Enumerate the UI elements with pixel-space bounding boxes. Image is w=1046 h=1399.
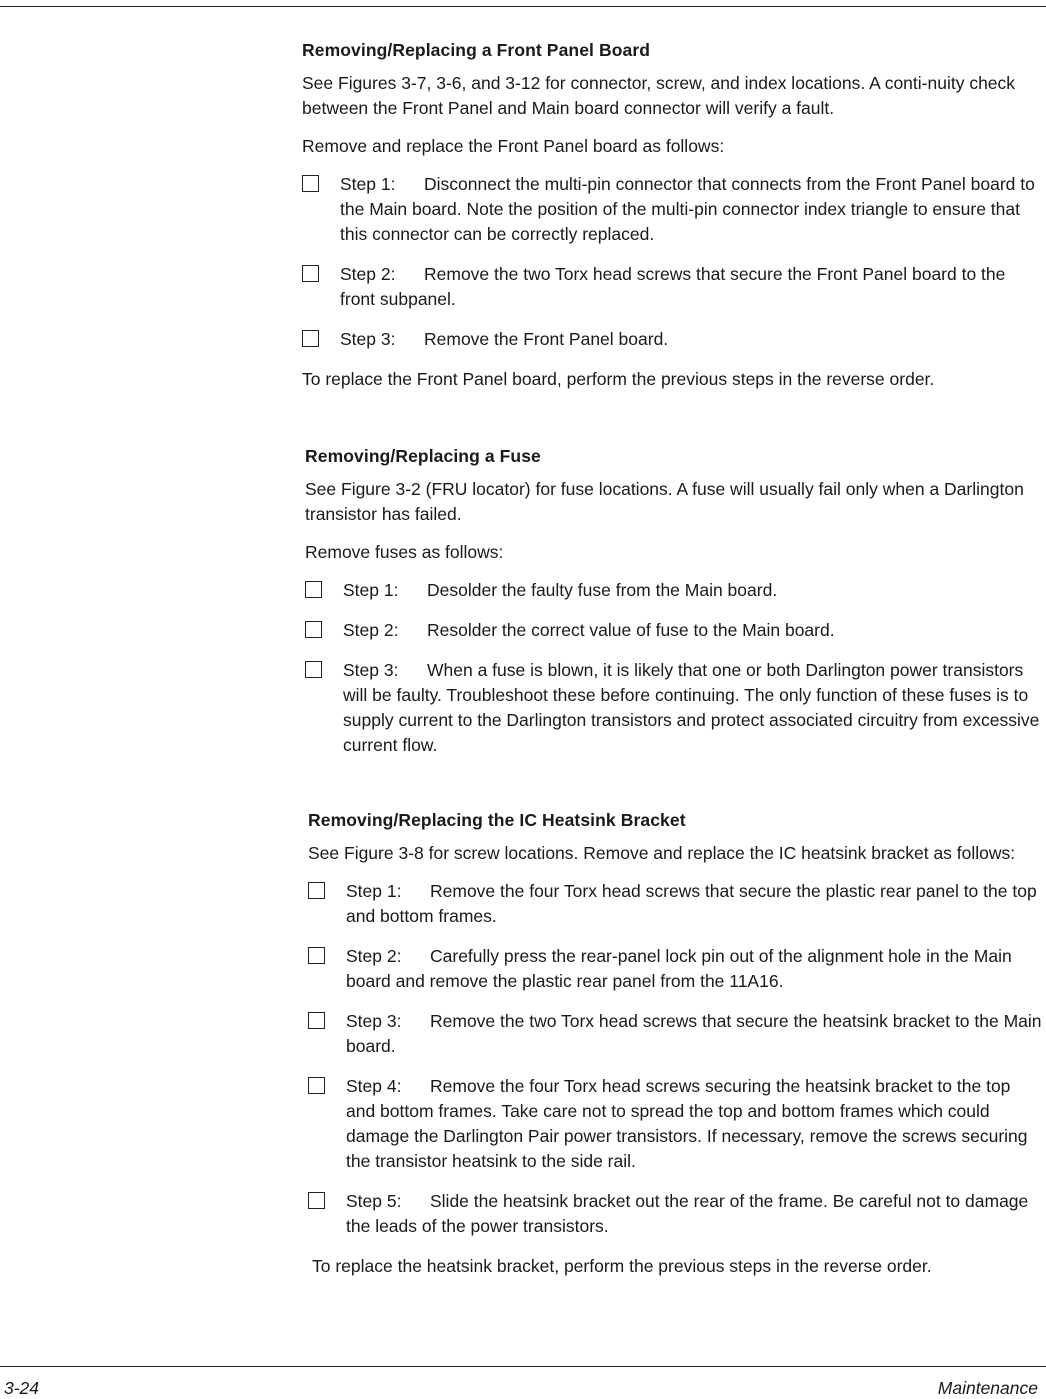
step-text: Remove the four Torx head screws that secure the plastic rear panel to the top and bottom frames. <box>346 881 1037 926</box>
checkbox[interactable] <box>308 1012 325 1029</box>
step-text: Carefully press the rear-panel lock pin out of the alignment hole in the Main board and remove the plastic rear panel from the 11A16. <box>346 946 1012 991</box>
step-item <box>308 944 1043 994</box>
step-text: Remove the Front Panel board. <box>424 329 669 349</box>
section-fuse <box>305 445 1040 773</box>
step-text: Disconnect the multi-pin connector that connects from the Front Panel board to the Main board. Note the position of the multi-pin connector index triangle to ensure that this connector can be correctly replaced. <box>340 174 1035 244</box>
step-label: Step 2: <box>346 946 402 966</box>
closing-paragraph: To replace the heatsink bracket, perform the previous steps in the reverse order. <box>312 1256 932 1276</box>
closing-paragraph: To replace the Front Panel board, perform the previous steps in the reverse order. <box>302 369 935 389</box>
step-label: Step 3: <box>343 660 399 680</box>
step-item <box>302 262 1037 312</box>
step-label: Step 1: <box>343 580 399 600</box>
section-heading: Removing/Replacing the IC Heatsink Bracket <box>308 810 686 830</box>
section-heading: Removing/Replacing a Front Panel Board <box>302 40 651 60</box>
checkbox[interactable] <box>305 661 322 678</box>
step-item <box>305 618 1040 643</box>
step-item <box>305 658 1040 758</box>
checkbox[interactable] <box>308 1077 325 1094</box>
step-label: Step 3: <box>346 1011 402 1031</box>
checkbox[interactable] <box>308 947 325 964</box>
lead-paragraph: Remove and replace the Front Panel board as follows: <box>302 136 725 156</box>
step-item <box>308 1009 1043 1059</box>
step-label: Step 2: <box>340 264 396 284</box>
step-text: Resolder the correct value of fuse to the Main board. <box>427 620 835 640</box>
bottom-rule <box>0 1366 1046 1367</box>
step-label: Step 1: <box>346 881 402 901</box>
step-item <box>302 327 1037 352</box>
step-text: Remove the two Torx head screws that secure the heatsink bracket to the Main board. <box>346 1011 1042 1056</box>
step-label: Step 2: <box>343 620 399 640</box>
checkbox[interactable] <box>302 175 319 192</box>
page-number: 3-24 <box>4 1378 40 1398</box>
step-item <box>302 172 1037 247</box>
checkbox[interactable] <box>305 621 322 638</box>
intro-paragraph: See Figures 3-7, 3-6, and 3-12 for connector, screw, and index locations. A conti-nuity check between the Front Panel and Main board connector will verify a fault. <box>302 73 1016 118</box>
lead-paragraph: Remove fuses as follows: <box>305 542 504 562</box>
step-text: Slide the heatsink bracket out the rear of the frame. Be careful not to damage the leads of the power transistors. <box>346 1191 1029 1236</box>
checkbox[interactable] <box>302 265 319 282</box>
section-heading: Removing/Replacing a Fuse <box>305 446 541 466</box>
step-item <box>308 1074 1043 1174</box>
step-item <box>305 578 1040 603</box>
step-label: Step 5: <box>346 1191 402 1211</box>
checkbox[interactable] <box>305 581 322 598</box>
step-item <box>308 879 1043 929</box>
chapter-title: Maintenance <box>937 1378 1038 1398</box>
intro-paragraph: See Figure 3-8 for screw locations. Remove and replace the IC heatsink bracket as follows: <box>308 843 1016 863</box>
step-label: Step 3: <box>340 329 396 349</box>
step-label: Step 4: <box>346 1076 402 1096</box>
top-rule <box>0 6 1046 7</box>
step-label: Step 1: <box>340 174 396 194</box>
section-front-panel <box>302 39 1037 405</box>
checkbox[interactable] <box>302 330 319 347</box>
section-heatsink-bracket <box>308 809 1043 1292</box>
step-item <box>308 1189 1043 1239</box>
intro-paragraph: See Figure 3-2 (FRU locator) for fuse locations. A fuse will usually fail only when a Darlington transistor has failed. <box>305 479 1024 524</box>
checkbox[interactable] <box>308 882 325 899</box>
step-text: When a fuse is blown, it is likely that one or both Darlington power transistors will be faulty. Troubleshoot these before continuing. The only function of these fuses is to supply current to the Darlington transistors and protect associated circuitry from excessive current flow. <box>343 660 1040 755</box>
step-text: Desolder the faulty fuse from the Main board. <box>427 580 778 600</box>
step-text: Remove the four Torx head screws securing the heatsink bracket to the top and bottom frames. Take care not to spread the top and bottom frames which could damage the Darlington Pair power transistors. If necessary, remove the screws securing the transistor heatsink to the side rail. <box>346 1076 1028 1171</box>
checkbox[interactable] <box>308 1192 325 1209</box>
step-text: Remove the two Torx head screws that secure the Front Panel board to the front subpanel. <box>340 264 1006 309</box>
